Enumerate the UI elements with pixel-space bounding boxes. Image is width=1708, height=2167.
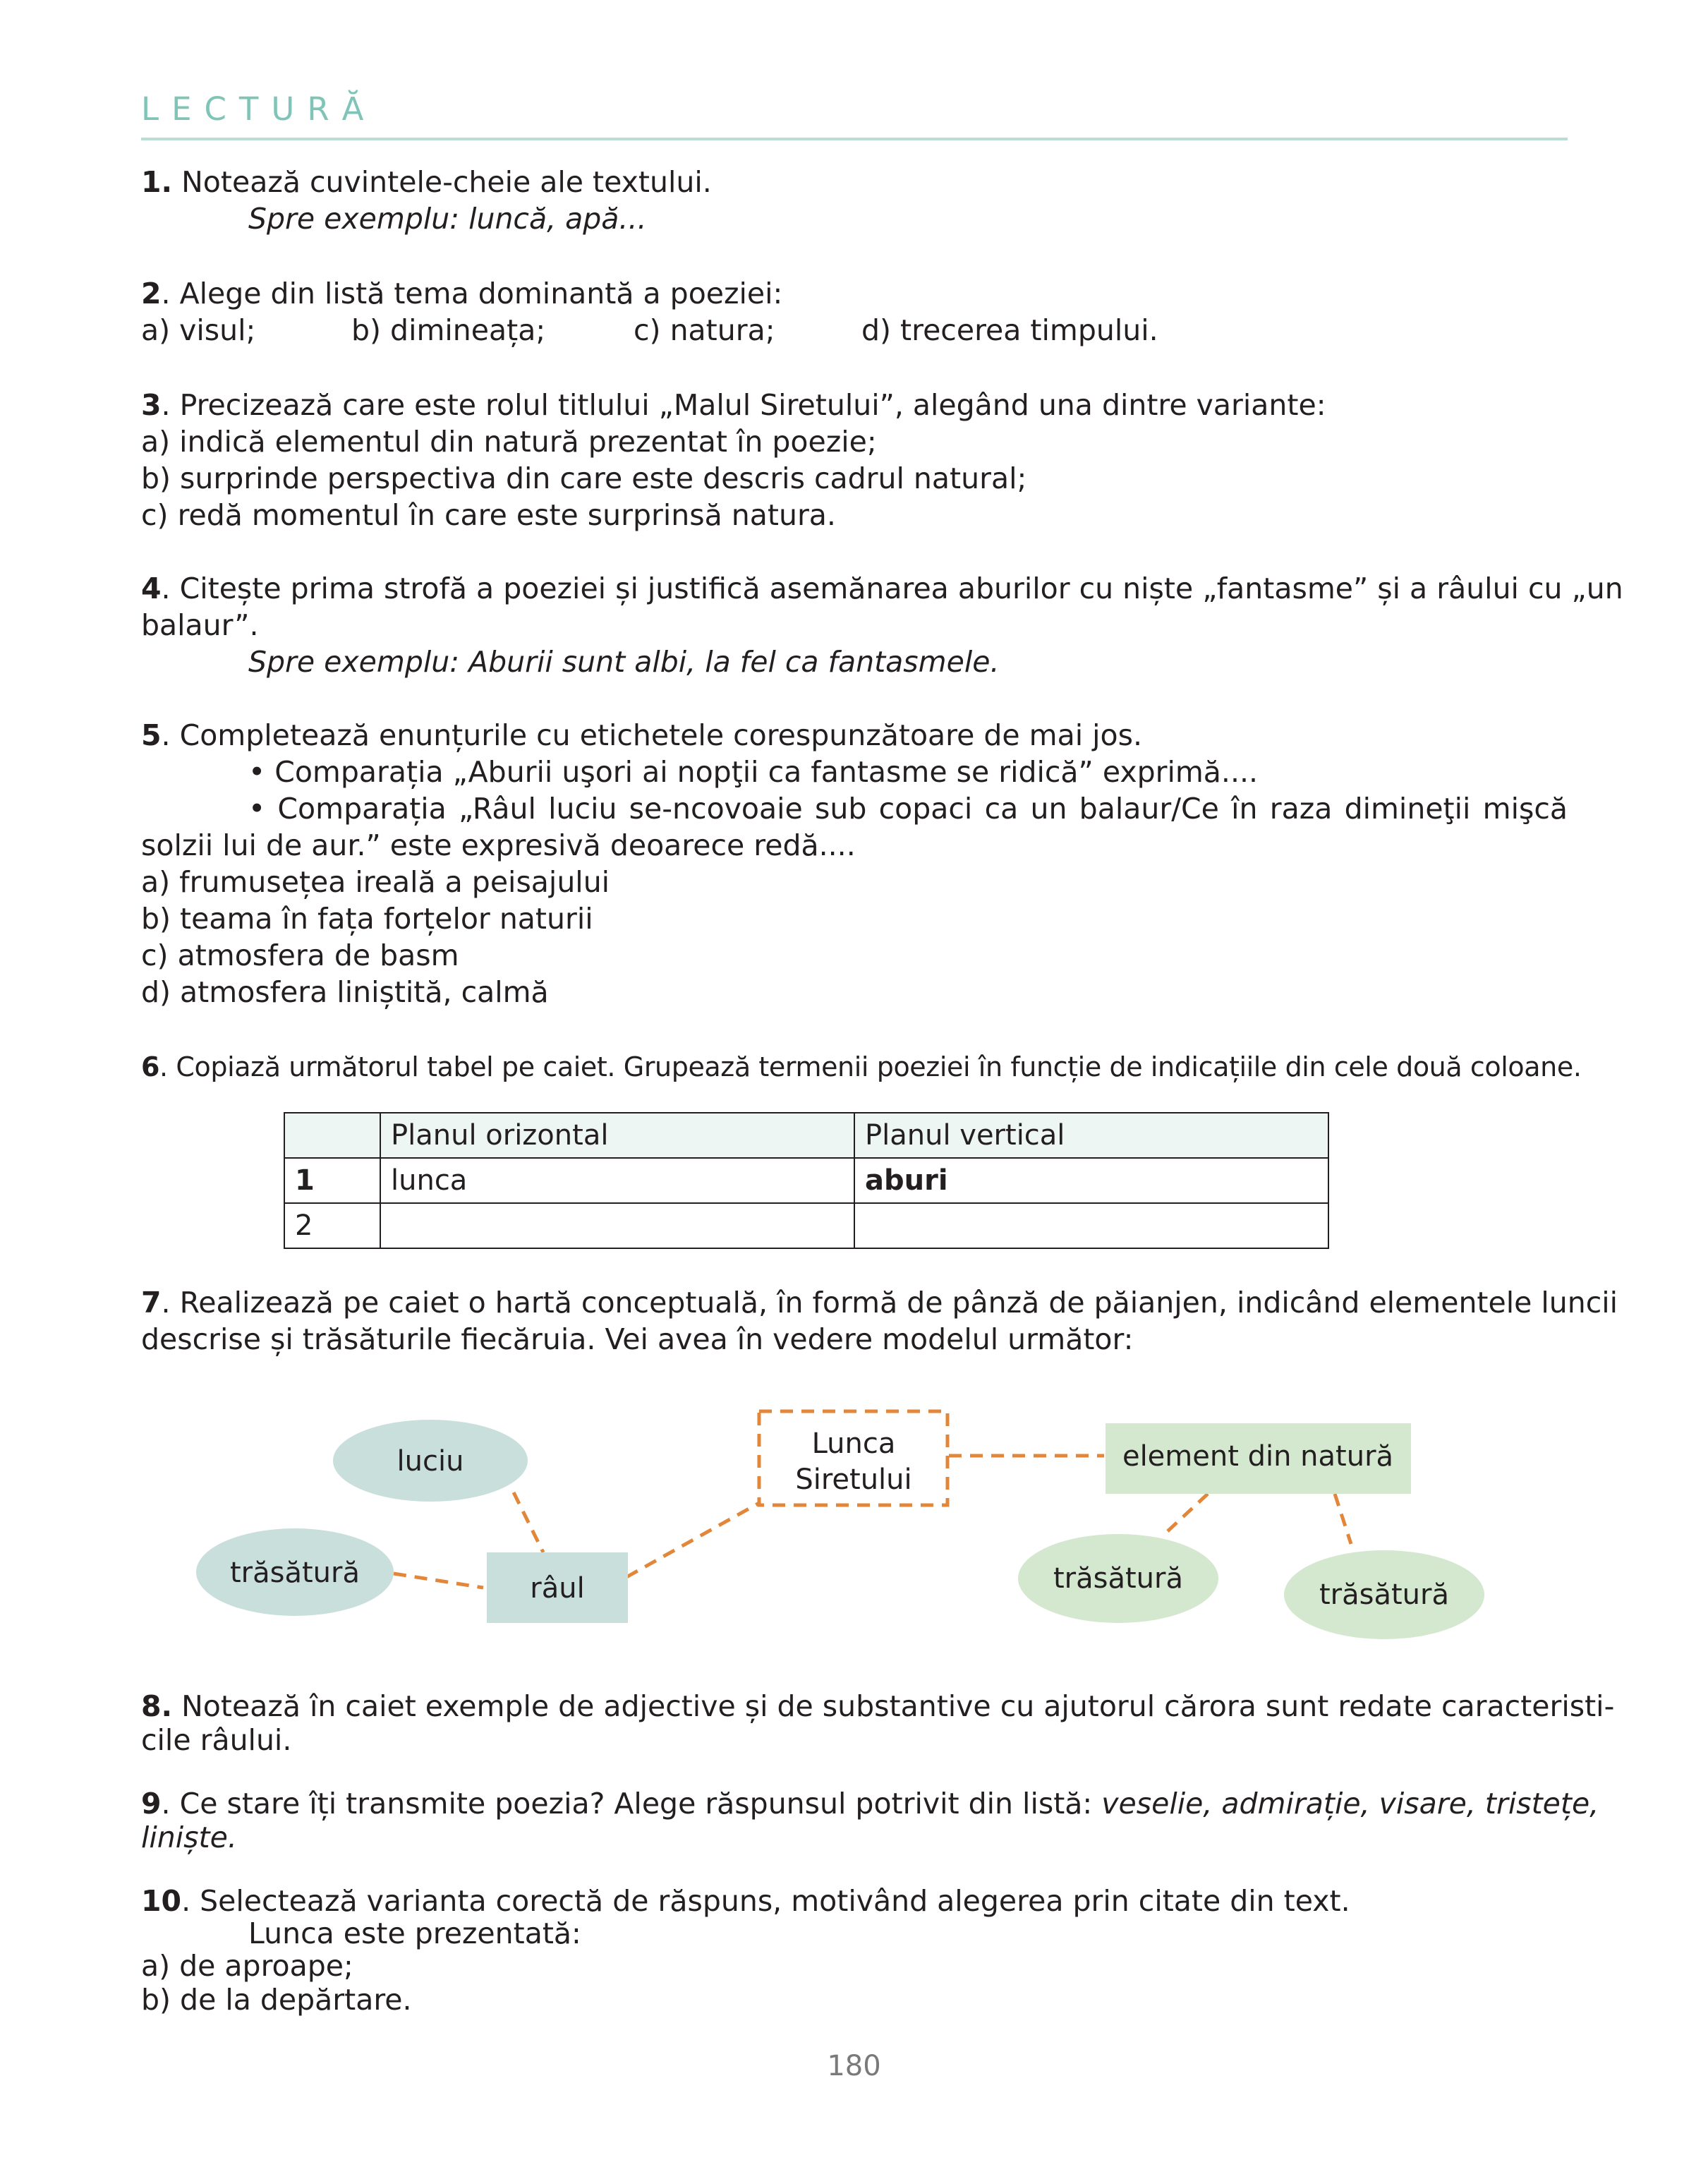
- trasatura-left-label: trăsătură: [230, 1557, 360, 1589]
- question-1-example: [248, 200, 647, 237]
- option-b: b) surprinde perspectiva din care este descris cadrul natural;: [141, 461, 1027, 495]
- question-3: [141, 387, 1326, 423]
- question-number: 6: [141, 1051, 160, 1082]
- question-text: . Alege din listă tema dominantă a poeziei:: [161, 277, 783, 310]
- bullet-2-cont: solzii lui de aur.” este expresivă deoarece redă....: [141, 828, 856, 862]
- bullet-2: • Comparația „Râul luciu se-ncovoaie sub copaci ca un balaur/Ce în raza dimineţii mişcă: [248, 792, 1568, 826]
- option-b: b) de la depărtare.: [141, 1983, 412, 2017]
- question-9: [141, 1785, 1599, 1822]
- center-node-line2: Siretului: [795, 1463, 912, 1496]
- table-cell: lunca: [380, 1158, 854, 1203]
- question-1: [141, 164, 712, 200]
- question-10-sub: Lunca este prezentată:: [248, 1917, 581, 1950]
- question-10: [141, 1883, 1350, 1919]
- center-node-line1: Lunca: [811, 1427, 896, 1460]
- question-7: [141, 1284, 1618, 1321]
- question-number: 5: [141, 718, 162, 752]
- question-number: 1.: [141, 165, 173, 199]
- table-cell: 2: [284, 1203, 380, 1248]
- grouping-table: [284, 1112, 1329, 1249]
- question-number: 2: [141, 277, 162, 310]
- question-text: . Copiază următorul tabel pe caiet. Grupează termenii poeziei în funcție de indicațiile din cele două coloane.: [159, 1051, 1582, 1082]
- option-c: c) redă momentul în care este surprinsă natura.: [141, 498, 836, 532]
- table-cell: [854, 1203, 1328, 1248]
- question-6: [141, 1049, 1582, 1085]
- concept-map: [0, 1383, 1708, 1651]
- question-4: [141, 570, 1623, 607]
- table-header-cell: Planul orizontal: [380, 1113, 854, 1158]
- question-text: . Realizează pe caiet o hartă conceptuală, în formă de pânză de păianjen, indicând elementele luncii: [161, 1286, 1618, 1320]
- question-number: 7: [141, 1286, 162, 1320]
- connector-raul-center: [626, 1503, 759, 1577]
- question-text: . Precizează care este rolul titlului „Malul Siretului”, alegând una dintre variante:: [161, 388, 1326, 422]
- option-c: c) atmosfera de basm: [141, 938, 459, 972]
- table-row: [284, 1203, 1328, 1248]
- question-7-cont: descrise și trăsăturile fiecăruia. Vei avea în vedere modelul următor:: [141, 1322, 1134, 1356]
- example-text: : Aburii sunt albi, la fel ca fantasmele.: [449, 645, 1000, 679]
- table-header-cell: Planul vertical: [854, 1113, 1328, 1158]
- connector-element-trasatura2: [1335, 1494, 1351, 1544]
- table-header-cell: [284, 1113, 380, 1158]
- question-number: 3: [141, 388, 162, 422]
- question-number: 4: [141, 572, 162, 605]
- question-text: Notează cuvintele-cheie ale textului.: [172, 165, 712, 199]
- question-text: . Citește prima strofă a poeziei și justifică asemănarea aburilor cu niște „fantasme” și a râului cu „un: [161, 572, 1623, 605]
- bullet-1: • Comparația „Aburii uşori ai nopţii ca fantasme se ridică” exprimă....: [248, 755, 1259, 789]
- question-4-example: [248, 644, 999, 680]
- option-b: b) teama în fața forțelor naturii: [141, 902, 593, 936]
- option-a: a) visul;: [141, 313, 256, 347]
- table-cell: [380, 1203, 854, 1248]
- raul-label: râul: [530, 1572, 585, 1605]
- connector-element-trasatura1: [1168, 1494, 1208, 1531]
- table-cell: aburi: [854, 1158, 1328, 1203]
- question-text: . Selectează varianta corectă de răspuns, motivând alegerea prin citate din text.: [181, 1884, 1350, 1918]
- luciu-label: luciu: [396, 1445, 464, 1478]
- page-number: 180: [827, 2050, 881, 2082]
- option-a: a) indică elementul din natură prezentat în poezie;: [141, 425, 877, 459]
- question-number: 9: [141, 1787, 162, 1821]
- trasatura-right1-label: trăsătură: [1053, 1562, 1183, 1595]
- question-text: . Ce stare îți transmite poezia? Alege răspunsul potrivit din listă:: [161, 1787, 1102, 1821]
- question-text: Notează în caiet exemple de adjective și de substantive cu ajutorul cărora sunt redate caracteristi-: [172, 1689, 1615, 1723]
- option-a: a) frumusețea ireală a peisajului: [141, 865, 610, 899]
- option-b: b) dimineața;: [351, 313, 546, 347]
- example-label: Spre exemplu: [248, 202, 450, 236]
- trasatura-right2-label: trăsătură: [1319, 1579, 1449, 1611]
- question-4-cont: balaur”.: [141, 608, 259, 642]
- option-d: d) atmosfera liniștită, calmă: [141, 975, 549, 1009]
- question-5: [141, 717, 1142, 754]
- table-cell: 1: [284, 1158, 380, 1203]
- section-header: LECTURĂ: [141, 90, 377, 128]
- question-8-cont: cile râului.: [141, 1723, 292, 1757]
- connector-luciu-raul: [514, 1492, 543, 1552]
- example-label: Spre exemplu: [248, 645, 450, 679]
- option-d: d) trecerea timpului.: [861, 313, 1158, 347]
- table-row: [284, 1158, 1328, 1203]
- answer-list-cont: liniște.: [141, 1821, 237, 1854]
- question-number: 10: [141, 1884, 182, 1918]
- question-text: . Completează enunțurile cu etichetele corespunzătoare de mai jos.: [161, 718, 1143, 752]
- option-c: c) natura;: [634, 313, 775, 347]
- header-rule: [141, 138, 1568, 140]
- element-label: element din natură: [1122, 1440, 1394, 1473]
- answer-list: veselie, admirație, visare, tristețe,: [1101, 1787, 1599, 1821]
- connector-trasatura-raul: [394, 1574, 483, 1588]
- question-number: 8.: [141, 1689, 173, 1723]
- option-a: a) de aproape;: [141, 1949, 353, 1983]
- example-text: : luncă, apă...: [449, 202, 647, 236]
- table-header-row: [284, 1113, 1328, 1158]
- question-2: [141, 275, 782, 312]
- question-8: [141, 1688, 1614, 1725]
